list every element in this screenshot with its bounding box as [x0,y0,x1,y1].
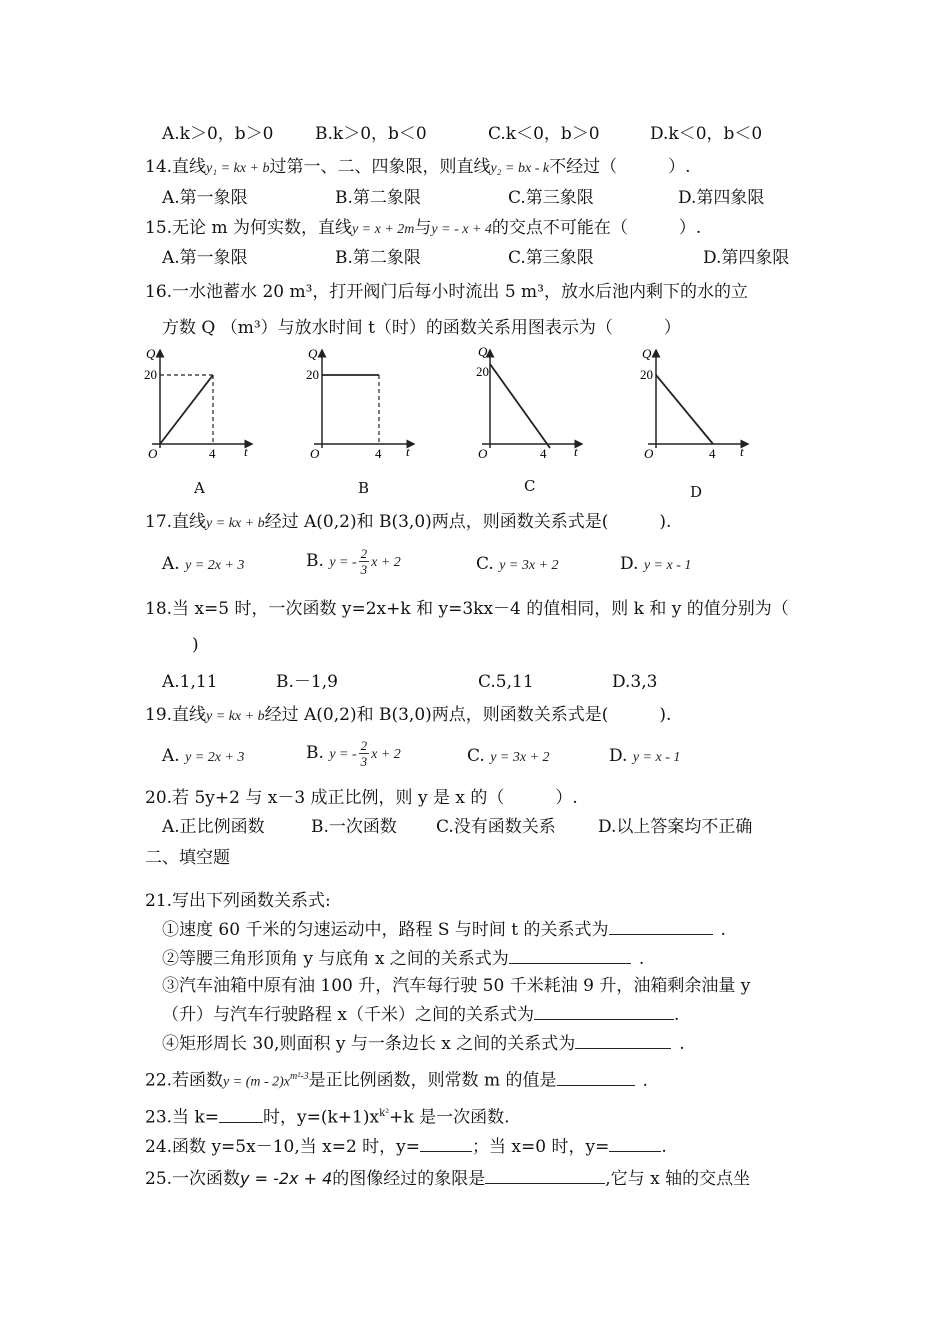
tick-20: 20 [476,364,489,379]
question-21: 21.写出下列函数关系式: [145,891,331,911]
option-expr: x + 2 [371,555,401,570]
answer-blank[interactable] [609,918,713,935]
q21-item-1 [162,918,726,941]
option-expr: x + 2 [371,747,401,762]
q22-eq: y = (m - 2)x [223,1074,291,1090]
option-letter: A. [162,746,180,766]
graph-c [470,342,590,460]
q25-prefix: 25.一次函数 [145,1169,241,1189]
answer-blank[interactable] [609,1135,661,1152]
q17-suffix: 经过 A(0,2)和 B(3,0)两点，则函数关系式是( ). [264,512,672,532]
question-16-line1: 16.一水池蓄水 20 m³，打开阀门后每小时流出 5 m³，放水后池内剩下的水的立 [145,282,748,302]
q25-eq: y = -2x + 4 [240,1169,333,1188]
q20-option-d: D.以上答案均不正确 [598,817,753,837]
q17-prefix: 17.直线 [145,512,207,532]
q21-item1-text: ①速度 60 千米的匀速运动中，路程 S 与时间 t 的关系式为 [162,920,609,940]
question-25 [145,1167,750,1190]
end-period: . [642,1070,648,1091]
q22-prefix: 22.若函数 [145,1070,224,1091]
graph-b [302,342,422,460]
fraction [359,738,370,769]
origin-label: O [644,446,654,460]
q21-item2-text: ②等腰三角形顶角 y 与底角 x 之间的关系式为 [162,949,509,969]
frac-num: 2 [360,738,368,753]
q13-option-d: D.k＜0，b＜0 [650,124,763,144]
q17-option-c [476,553,559,577]
q15-option-b: B.第二象限 [335,248,421,268]
option-letter: B. [306,743,324,763]
q24-part-b: ；当 x=0 时，y= [472,1137,610,1157]
graph-c-label: C [524,477,536,495]
q20-option-b: B.一次函数 [311,817,397,837]
q17-option-d [620,553,691,577]
q14-eq2: y₂ = bx - k [490,161,550,176]
axis-label-t: t [406,444,410,459]
graph-line [656,375,713,444]
q21-item-3b [162,1003,679,1026]
option-expr: y = x - 1 [632,750,681,765]
q14-option-d: D.第四象限 [678,188,765,208]
tick-4: 4 [209,446,216,460]
q18-option-b: B.－1,9 [276,672,338,692]
q14-option-c: C.第三象限 [508,188,594,208]
q15-prefix: 15.无论 m 为何实数，直线 [145,218,352,238]
fraction [359,546,370,577]
q24-part-a: 24.函数 y=5x－10,当 x=2 时，y= [145,1137,421,1157]
axis-label-q: Q [146,346,156,361]
graph-d-label: D [690,483,703,501]
option-expr-prefix: y = - [329,747,357,762]
q15-mid: 与 [414,218,432,238]
frac-den: 3 [360,562,368,577]
option-letter: C. [467,746,485,766]
q20-option-a: A.正比例函数 [162,817,265,837]
q14-eq1: y₁ = kx + b [206,161,270,176]
q19-option-a [162,745,244,769]
q23-mid: 时，y=(k+1)x [263,1107,380,1128]
answer-blank[interactable] [557,1069,635,1086]
answer-blank[interactable] [420,1135,472,1152]
q14-prefix: 14.直线 [145,157,207,177]
option-letter: B. [306,551,324,571]
option-expr: y = 2x + 3 [185,558,245,573]
axis-label-q: Q [308,346,318,361]
q14-option-a: A.第一象限 [162,188,248,208]
option-letter: D. [609,746,628,766]
origin-label: O [310,446,320,460]
tick-4: 4 [375,446,382,460]
question-19 [145,704,671,728]
axis-label-q: Q [642,346,652,361]
q18-option-d: D.3,3 [612,672,658,692]
q15-option-a: A.第一象限 [162,248,248,268]
q17-option-b [306,546,401,577]
q17-option-a [162,553,244,577]
q21-item-4 [162,1032,685,1055]
q18-option-a: A.1,11 [162,672,218,692]
q15-suffix: 的交点不可能在（ ）. [491,218,702,238]
q19-option-d [609,745,680,769]
question-23 [145,1103,510,1129]
q23-exponent: k² [379,1108,390,1119]
q14-mid: 过第一、二、四象限，则直线 [269,157,491,177]
q19-option-b [306,738,401,769]
q22-exponent: m²-3 [290,1071,309,1082]
option-letter: A. [162,554,180,574]
q22-suffix: 是正比例函数，则常数 m 的值是 [308,1070,557,1091]
answer-blank[interactable] [485,1167,605,1184]
frac-num: 2 [360,546,368,561]
q23-prefix: 23.当 k= [145,1107,219,1128]
question-18-line2: ) [192,635,199,655]
q18-option-c: C.5,11 [478,672,534,692]
end-period: . [679,1034,685,1054]
question-24 [145,1135,667,1158]
question-22 [145,1066,648,1094]
q21-item-2 [162,947,644,970]
frac-den: 3 [360,754,368,769]
question-17 [145,511,671,535]
q15-option-d: D.第四象限 [703,248,790,268]
graph-d [636,342,756,460]
section-title: 二、填空题 [145,848,230,868]
q19-option-c [467,745,550,769]
tick-4: 4 [709,446,716,460]
axis-label-t: t [244,444,248,459]
question-18-line1: 18.当 x=5 时，一次函数 y=2x+k 和 y=3kx－4 的值相同，则 k 和 y 的值分别为（ [145,599,789,619]
answer-blank[interactable] [534,1003,674,1020]
end-period: . [661,1137,667,1157]
option-expr: y = 3x + 2 [490,750,550,765]
q19-suffix: 经过 A(0,2)和 B(3,0)两点，则函数关系式是( ). [264,705,672,725]
question-14 [145,156,690,180]
option-letter: C. [476,554,494,574]
axis-label-q: Q [478,344,488,359]
q19-eq: y = kx + b [206,709,265,724]
q19-prefix: 19.直线 [145,705,207,725]
option-expr-prefix: y = - [329,555,357,570]
q15-eq2: y = - x + 4 [431,222,492,237]
q13-option-c: C.k＜0，b＞0 [488,124,600,144]
q14-suffix: 不经过（ ）. [549,157,691,177]
graph-b-label: B [358,479,370,497]
graph-a-label: A [194,479,205,497]
option-expr: y = 2x + 3 [185,750,245,765]
q23-suffix: +k 是一次函数. [389,1107,510,1128]
tick-20: 20 [306,367,319,382]
question-15 [145,217,701,241]
answer-blank[interactable] [509,947,631,964]
end-period: . [638,949,645,969]
graph-line [160,375,213,444]
q14-option-b: B.第二象限 [335,188,421,208]
option-expr: y = x - 1 [643,558,692,573]
option-expr: y = 3x + 2 [499,558,559,573]
axis-label-t: t [574,444,578,459]
q25-suffix: ,它与 x 轴的交点坐 [605,1169,751,1189]
end-period: . [720,920,726,940]
end-period: . [674,1005,680,1025]
q20-option-c: C.没有函数关系 [436,817,556,837]
q21-item-3a: ③汽车油箱中原有油 100 升，汽车每行驶 50 千米耗油 9 升，油箱剩余油量 y [162,976,751,996]
graph-a [140,342,260,460]
question-20: 20.若 5y+2 与 x－3 成正比例，则 y 是 x 的（ ）. [145,788,578,808]
tick-4: 4 [540,446,547,460]
answer-blank[interactable] [575,1032,671,1049]
q13-option-b: B.k＞0，b＜0 [315,124,427,144]
question-16-line2: 方数 Q （m³）与放水时间 t（时）的函数关系用图表示为（ ） [162,318,681,338]
option-letter: D. [620,554,639,574]
q13-option-a: A.k＞0，b＞0 [162,124,274,144]
q15-eq1: y = x + 2m [351,222,415,237]
q15-option-c: C.第三象限 [508,248,594,268]
q21-item3b-text: （升）与汽车行驶路程 x（千米）之间的关系式为 [162,1005,534,1025]
origin-label: O [478,446,488,460]
origin-label: O [148,446,158,460]
q17-eq: y = kx + b [206,516,265,531]
graph-line [490,364,550,448]
tick-20: 20 [144,367,157,382]
q25-mid: 的图像经过的象限是 [332,1169,486,1189]
tick-20: 20 [640,367,653,382]
answer-blank[interactable] [219,1106,263,1123]
q21-item4-text: ④矩形周长 30,则面积 y 与一条边长 x 之间的关系式为 [162,1034,576,1054]
axis-label-t: t [740,444,744,459]
